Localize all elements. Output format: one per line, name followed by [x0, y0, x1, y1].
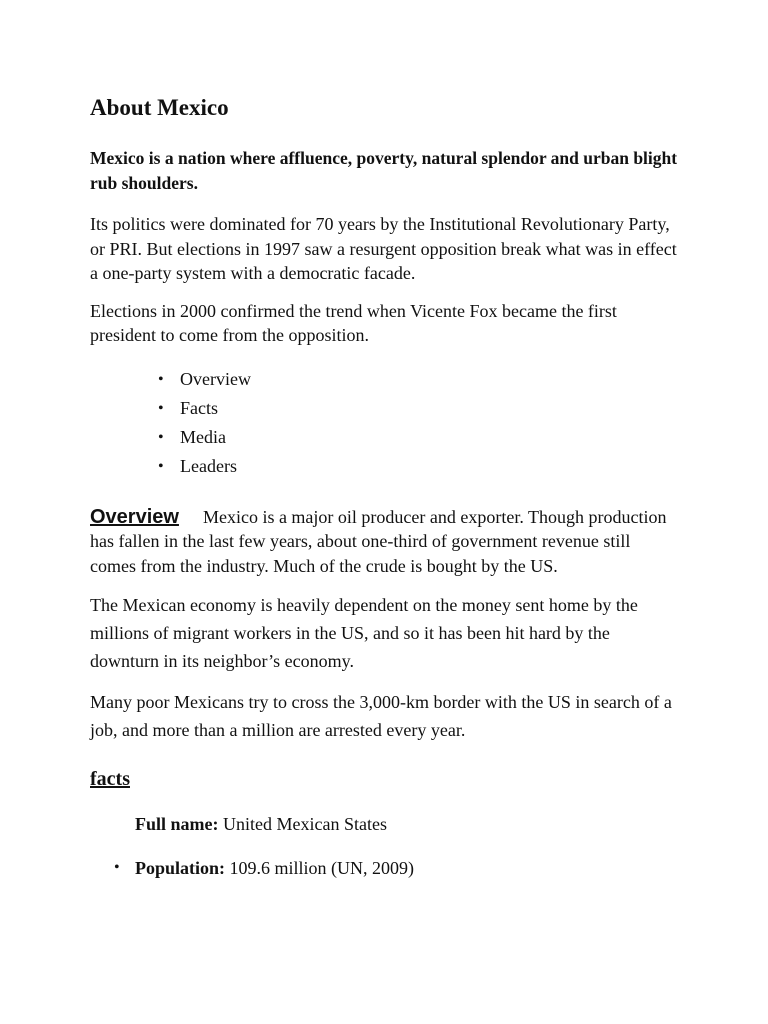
section-links-list	[90, 365, 680, 481]
fact-value: 109.6 million (UN, 2009)	[225, 858, 415, 878]
section-link-media[interactable]	[158, 423, 680, 452]
bullet-icon: •	[158, 370, 164, 388]
fact-label: Full name:	[135, 814, 219, 834]
section-link-label: Media	[180, 426, 226, 447]
fact-population	[90, 856, 680, 880]
politics-paragraph: Its politics were dominated for 70 years by the Institutional Revolutionary Party, or PRI. But elections in 1997 saw a resurgent opposition break what was in effect a one-party system with a democratic facade.	[90, 214, 677, 283]
overview-heading: Overview	[90, 505, 179, 528]
overview-text: Mexico is a major oil producer and exporter. Though production has fallen in the last few years, about one-third of government revenue still comes from the industry. Much of the crude is bought by the US.	[90, 506, 667, 576]
fact-value: United Mexican States	[218, 814, 387, 834]
elections-paragraph: Elections in 2000 confirmed the trend when Vicente Fox became the first president to come from the opposition.	[90, 300, 617, 345]
fact-full-name	[90, 812, 680, 836]
overview-paragraph	[90, 505, 680, 579]
economy-paragraph: The Mexican economy is heavily dependent on the money sent home by the millions of migrant workers in the US, and so it has been hit hard by the downturn in its neighbor’s economy.	[90, 595, 638, 671]
fact-label: Population:	[135, 858, 226, 878]
section-link-leaders[interactable]	[158, 452, 680, 481]
lead-paragraph: Mexico is a nation where affluence, poverty, natural splendor and urban blight rub shoulders.	[90, 148, 678, 193]
bullet-icon: •	[158, 428, 164, 446]
section-link-label: Leaders	[180, 455, 237, 476]
bullet-icon: •	[114, 859, 120, 876]
section-link-overview[interactable]	[158, 365, 680, 394]
section-link-label: Facts	[180, 397, 218, 418]
migration-paragraph: Many poor Mexicans try to cross the 3,000-km border with the US in search of a job, and more than a million are arrested every year.	[90, 692, 672, 740]
page-title: About Mexico	[90, 95, 229, 120]
bullet-icon: •	[158, 457, 164, 475]
section-link-label: Overview	[180, 368, 251, 389]
section-link-facts[interactable]	[158, 394, 680, 423]
document-page	[90, 90, 680, 900]
bullet-icon: •	[158, 399, 164, 417]
facts-heading: facts	[90, 768, 130, 790]
